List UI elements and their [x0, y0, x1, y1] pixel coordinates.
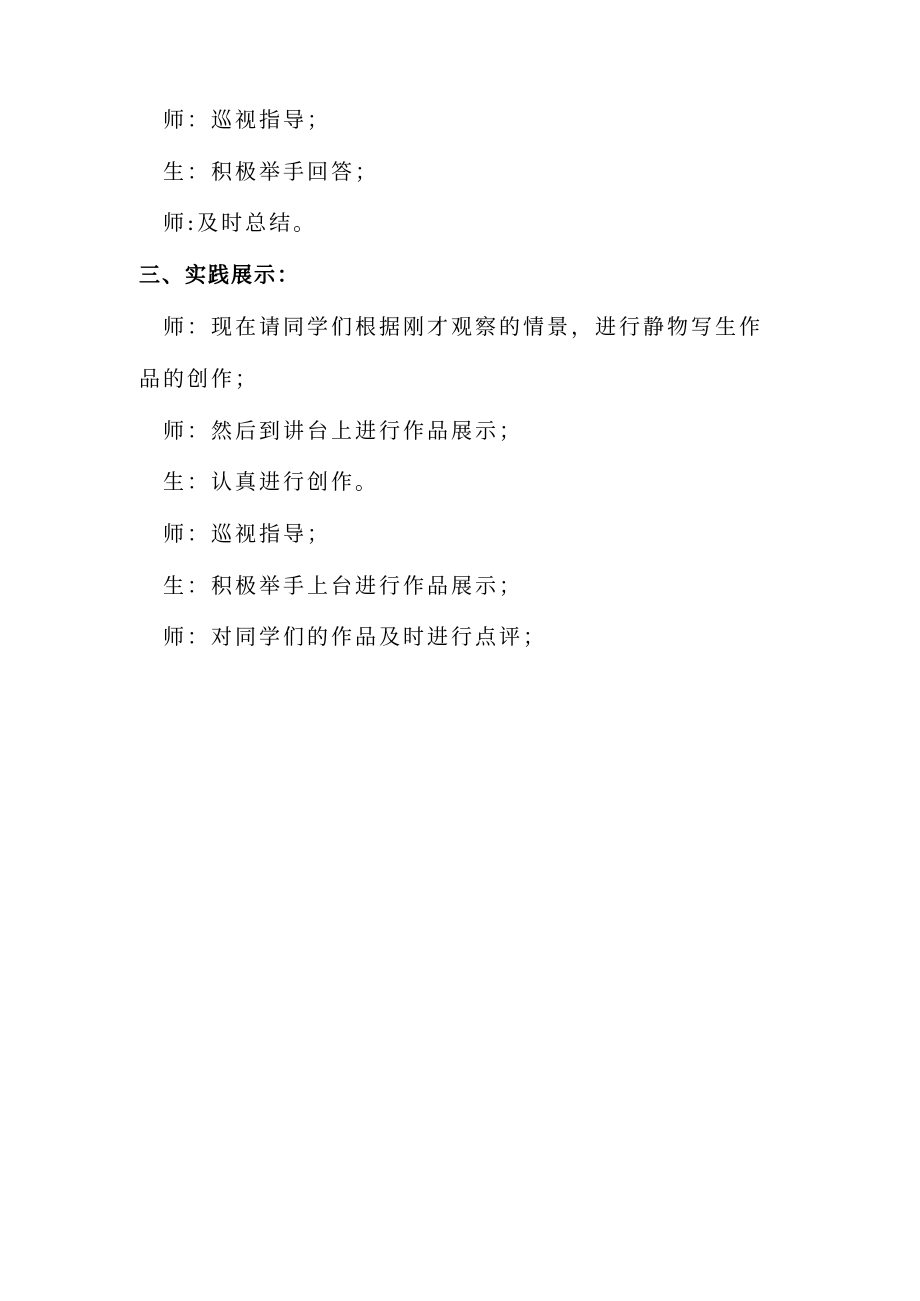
paragraph-teacher-showcase-at-podium: 师：然后到讲台上进行作品展示； — [163, 419, 523, 443]
paragraph-student-raise-hands-answer: 生：积极举手回答； — [163, 160, 379, 184]
section-heading-practice-showcase: 三、实践展示： — [139, 262, 300, 287]
paragraph-student-present-work: 生：积极举手上台进行作品展示； — [163, 574, 523, 598]
paragraph-teacher-instruction-continued: 品的创作； — [139, 367, 259, 391]
paragraph-student-create: 生：认真进行创作。 — [163, 470, 379, 494]
paragraph-teacher-patrol-guide-2: 师：巡视指导； — [163, 522, 331, 546]
paragraph-teacher-comment: 师：对同学们的作品及时进行点评； — [163, 625, 547, 649]
paragraph-teacher-patrol-guide: 师：巡视指导； — [163, 108, 331, 132]
paragraph-teacher-instruction: 师：现在请同学们根据刚才观察的情景，进行静物写生作 — [163, 315, 763, 339]
paragraph-teacher-summary: 师:及时总结。 — [163, 211, 318, 235]
